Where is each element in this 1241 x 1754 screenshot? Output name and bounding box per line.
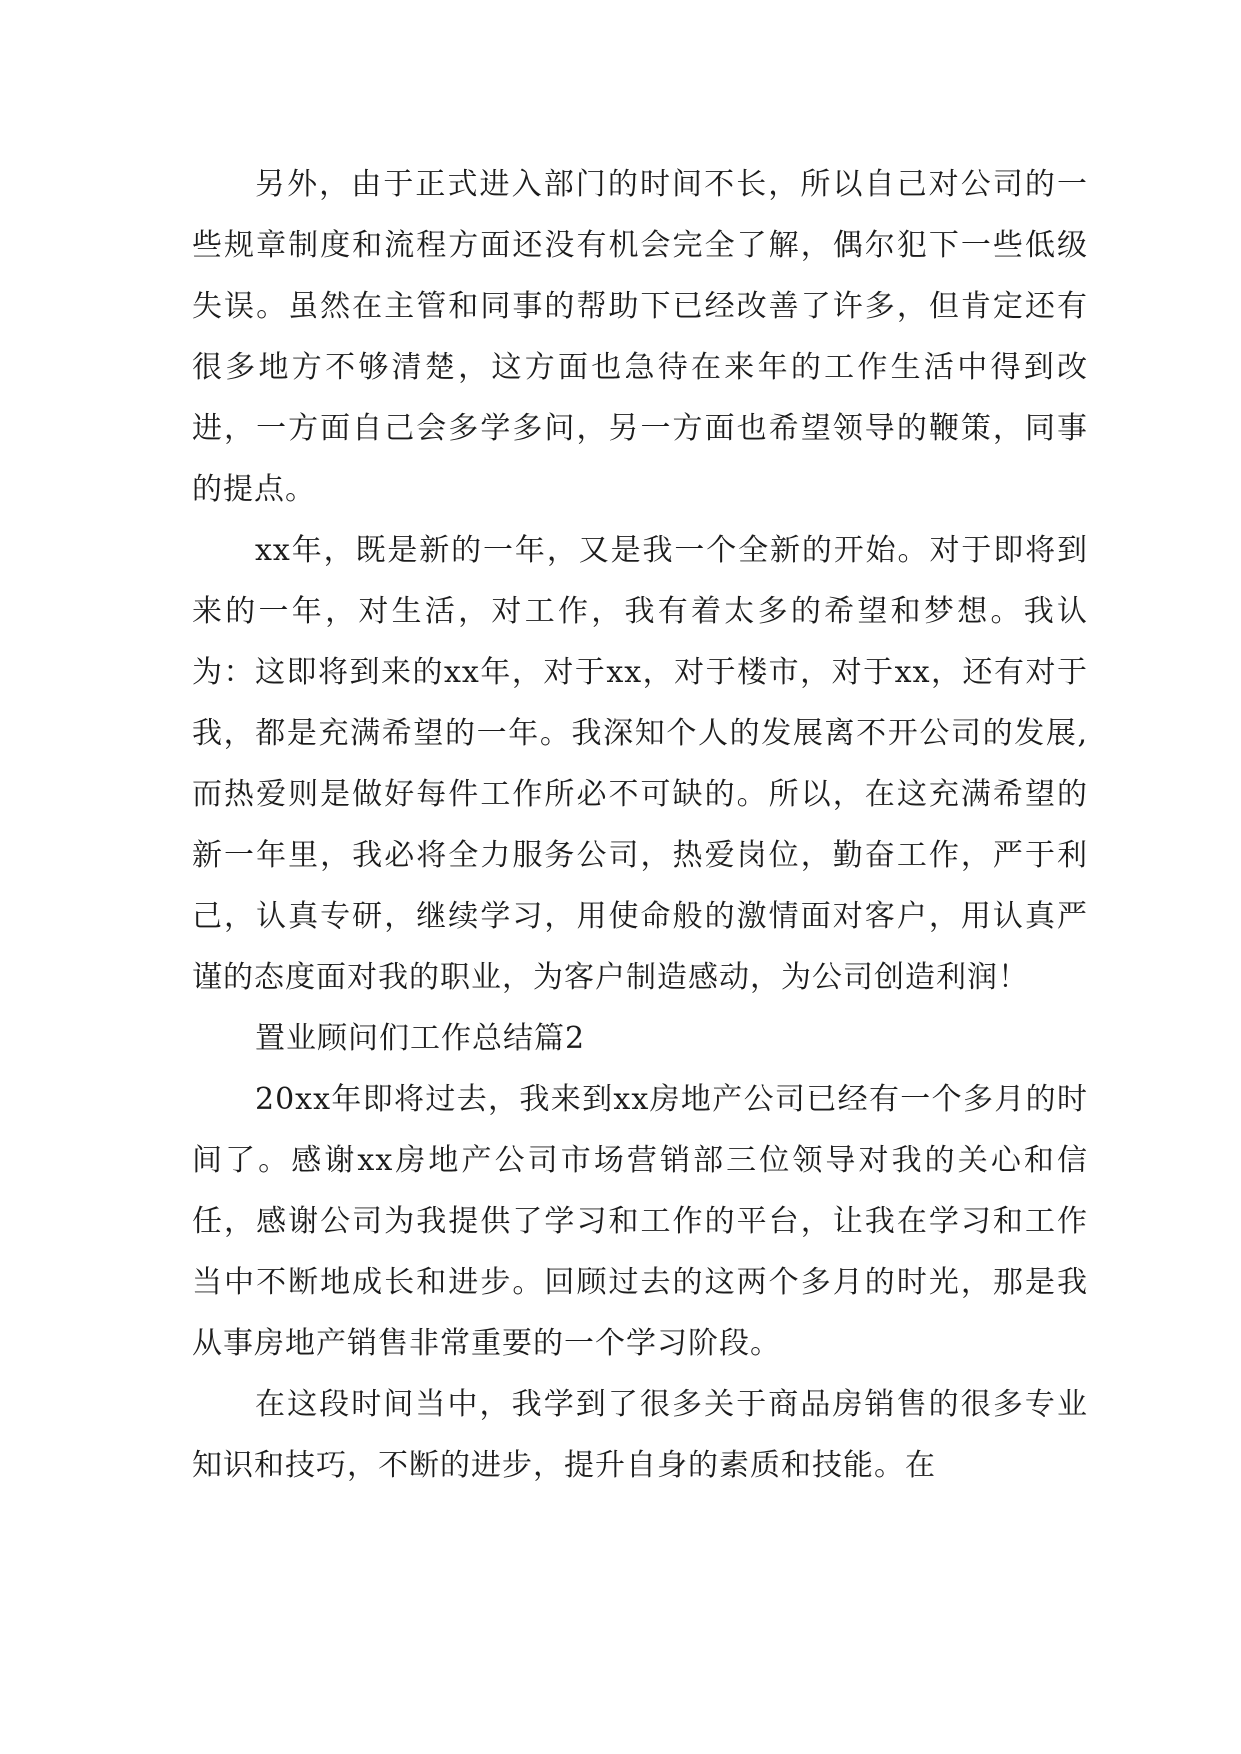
paragraph-3: 20xx年即将过去，我来到xx房地产公司已经有一个多月的时间了。感谢xx房地产公司市场营销部三位领导对我的关心和信任，感谢公司为我提供了学习和工作的平台，让我在学习和工作当中不断地成长和进步。回顾过去的这两个多月的时光，那是我从事房地产销售非常重要的一个学习阶段。 xyxy=(192,1082,1088,1361)
paragraph-1: 另外，由于正式进入部门的时间不长，所以自己对公司的一些规章制度和流程方面还没有机会完全了解，偶尔犯下一些低级失误。虽然在主管和同事的帮助下已经改善了许多，但肯定还有很多地方不够清楚，这方面也急待在来年的工作生活中得到改进，一方面自己会多学多问，另一方面也希望领导的鞭策，同事的提点。 xyxy=(192,167,1088,507)
paragraph-2: xx年，既是新的一年，又是我一个全新的开始。对于即将到来的一年，对生活，对工作，我有着太多的希望和梦想。我认为：这即将到来的xx年，对于xx，对于楼市，对于xx，还有对于我，都是充满希望的一年。我深知个人的发展离不开公司的发展,而热爱则是做好每件工作所必不可缺的。所以，在这充满希望的新一年里，我必将全力服务公司，热爱岗位，勤奋工作，严于利己，认真专研，继续学习，用使命般的激情面对客户，用认真严谨的态度面对我的职业，为客户制造感动，为公司创造利润！ xyxy=(192,533,1088,995)
document-body xyxy=(192,154,1088,1496)
paragraph-4: 在这段时间当中，我学到了很多关于商品房销售的很多专业知识和技巧，不断的进步，提升自身的素质和技能。在 xyxy=(192,1387,1088,1483)
section-heading: 置业顾问们工作总结篇2 xyxy=(255,1021,586,1056)
